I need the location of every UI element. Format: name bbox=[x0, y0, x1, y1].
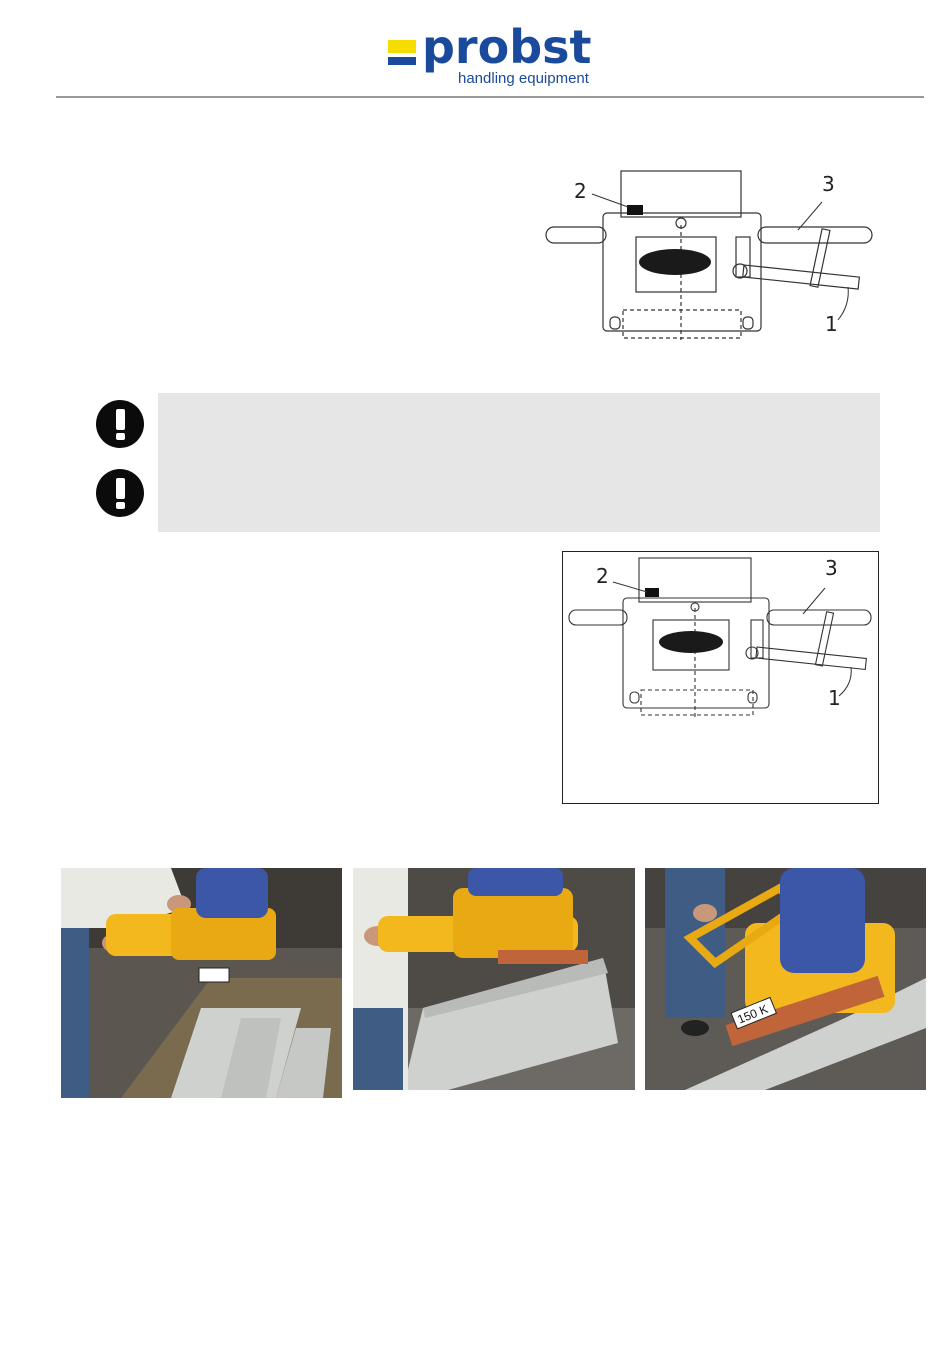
header-divider bbox=[56, 96, 924, 98]
logo-tagline: handling equipment bbox=[458, 70, 589, 87]
logo-blue-bar bbox=[388, 57, 416, 65]
callout-1: 1 bbox=[828, 686, 841, 710]
probst-logo bbox=[386, 20, 616, 92]
control-knob bbox=[645, 588, 659, 597]
logo-wordmark: probst bbox=[422, 20, 592, 74]
photo-device-with-label bbox=[645, 868, 926, 1090]
callout-3: 3 bbox=[825, 556, 838, 580]
photo-device-on-curb bbox=[353, 868, 635, 1090]
warning-panel bbox=[158, 393, 880, 532]
nameplate-shape bbox=[659, 631, 723, 653]
weight-label-text: 150 K bbox=[735, 1001, 770, 1027]
callout-2: 2 bbox=[574, 179, 587, 203]
device-diagram-frame bbox=[562, 551, 879, 804]
exclamation-icon bbox=[96, 400, 144, 448]
callout-3: 3 bbox=[822, 172, 835, 196]
callout-1: 1 bbox=[825, 312, 838, 336]
device-diagram-top bbox=[540, 165, 885, 345]
callout-2: 2 bbox=[596, 564, 609, 588]
exclamation-icon bbox=[96, 469, 144, 517]
nameplate-shape bbox=[639, 249, 711, 275]
photo-operator-lifting-curbs bbox=[61, 868, 342, 1098]
logo-yellow-bar bbox=[388, 40, 416, 53]
control-knob bbox=[627, 205, 643, 215]
device-diagram-framed bbox=[563, 552, 878, 722]
